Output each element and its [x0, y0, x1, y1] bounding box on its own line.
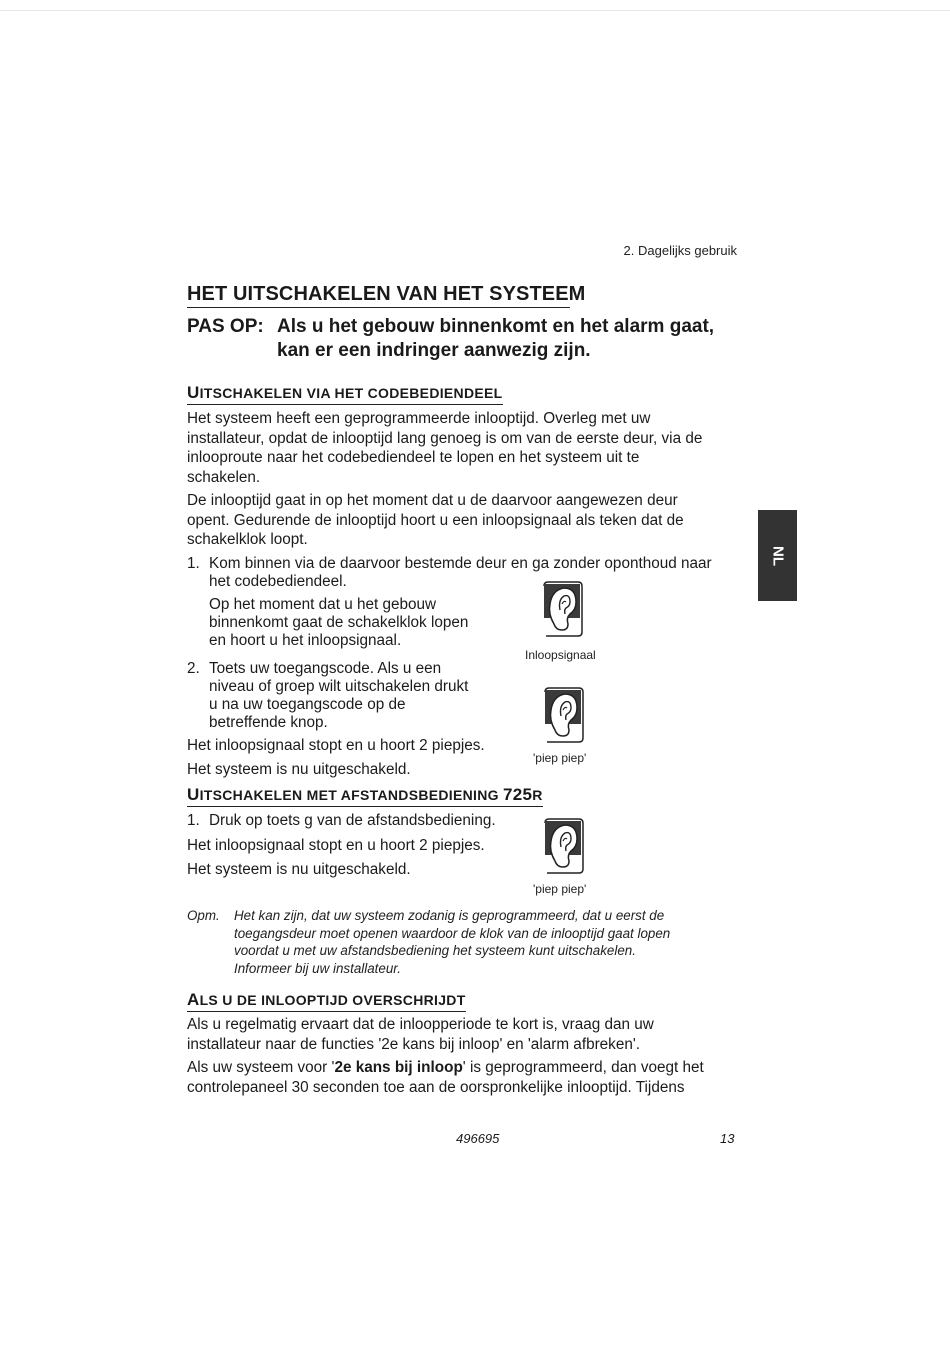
- section-heading-codebediendeel: [187, 383, 503, 405]
- step-number: 1.: [187, 555, 200, 572]
- page-number: 13: [720, 1131, 735, 1146]
- icon-caption: Inloopsignaal: [525, 648, 596, 662]
- icon-caption: 'piep piep': [533, 751, 587, 765]
- text-line: schakelklok loopt.: [187, 531, 308, 548]
- status-text: Het systeem is nu uitgeschakeld.: [187, 761, 411, 778]
- icon-caption: 'piep piep': [533, 882, 587, 896]
- paragraph-inlooptijd: [187, 409, 747, 487]
- text-line: het codebediendeel.: [209, 573, 347, 590]
- warning-line: kan er een indringer aanwezig zijn.: [277, 340, 591, 361]
- warning-label: PAS OP:: [187, 316, 264, 337]
- text-line: Het kan zijn, dat uw systeem zodanig is geprogrammeerd, dat u eerst de: [234, 908, 665, 923]
- status-text: Het systeem is nu uitgeschakeld.: [187, 861, 411, 878]
- document-number: 496695: [456, 1131, 500, 1146]
- heading-rest: LS U DE INLOOPTIJD OVERSCHRIJDT: [199, 992, 466, 1008]
- text-line: en hoort u het inloopsignaal.: [209, 632, 402, 649]
- step-number: 2.: [187, 660, 200, 677]
- text-line: binnenkomt gaat de schakelklok lopen: [209, 614, 469, 631]
- note-label: Opm.: [187, 908, 220, 923]
- text-line: De inlooptijd gaat in op het moment dat u de daarvoor aangewezen deur: [187, 492, 678, 509]
- text-line: inlooproute naar het codebediendeel te lopen en het systeem uit te: [187, 449, 640, 466]
- paragraph-2e-kans: [187, 1058, 747, 1097]
- step-body: [209, 660, 509, 732]
- top-border-line: [0, 10, 950, 11]
- heading-model-suffix: R: [532, 787, 543, 803]
- text-line: schakelen.: [187, 468, 261, 486]
- ear-icon: [541, 817, 585, 875]
- text-line: Toets uw toegangscode. Als u een: [209, 660, 442, 677]
- note-text: [234, 907, 734, 977]
- bold-term: 2e kans bij inloop: [334, 1059, 463, 1076]
- heading-rest: ITSCHAKELEN VIA HET CODEBEDIENDEEL: [199, 385, 503, 401]
- warning-text: [277, 315, 747, 363]
- list-item-step-1: [187, 555, 747, 655]
- text-line: Als u regelmatig ervaart dat de inloopperiode te kort is, vraag dan uw: [187, 1016, 654, 1033]
- text-line: toegangsdeur moet openen waardoor de klok van de inlooptijd gaat lopen: [234, 925, 671, 941]
- step-body: [209, 555, 749, 650]
- section-heading-inlooptijd-overschrijden: [187, 990, 466, 1012]
- warning-line: Als u het gebouw binnenkomt en het alarm gaat,: [277, 316, 715, 337]
- heading-model: 725: [503, 785, 533, 804]
- result-text: Het inloopsignaal stopt en u hoort 2 piepjes.: [187, 737, 485, 754]
- paragraph-inloopperiode: [187, 1015, 747, 1054]
- text-line: u na uw toegangscode op de: [209, 696, 406, 713]
- step-body: Druk op toets g van de afstandsbediening.: [209, 812, 496, 829]
- list-item-step-1-remote: [187, 812, 517, 832]
- text-line: installateur, opdat de inlooptijd lang genoeg is om van de eerste deur, via de: [187, 429, 703, 447]
- text-line: voordat u met uw afstandsbediening het systeem kunt uitschakelen.: [234, 943, 636, 959]
- ear-icon: [540, 580, 584, 638]
- heading-rest: ITSCHAKELEN MET AFSTANDSBEDIENING: [199, 787, 499, 803]
- heading-initial: U: [187, 383, 200, 402]
- list-item-step-2: [187, 660, 517, 735]
- text-line: [187, 1058, 747, 1078]
- language-tab: [758, 510, 797, 601]
- ear-icon: [541, 686, 585, 744]
- text-line: niveau of groep wilt uitschakelen drukt: [209, 678, 469, 695]
- text-line: installateur naar de functies '2e kans bij inloop' en 'alarm afbreken'.: [187, 1035, 641, 1053]
- text-line: Het systeem heeft een geprogrammeerde inlooptijd. Overleg met uw: [187, 410, 651, 427]
- step-number: 1.: [187, 812, 200, 829]
- section-heading-afstandsbediening: [187, 785, 543, 807]
- text-line: controlepaneel 30 seconden toe aan de oorspronkelijke inlooptijd. Tijdens: [187, 1078, 685, 1096]
- language-tab-label: NL: [769, 545, 786, 566]
- text-line: opent. Gedurende de inlooptijd hoort u een inloopsignaal als teken dat de: [187, 511, 684, 529]
- paragraph-inloopsignaal: [187, 491, 747, 550]
- text-line: Informeer bij uw installateur.: [234, 960, 401, 976]
- text-segment: ' is geprogrammeerd, dan voegt het: [462, 1059, 704, 1076]
- text-line: betreffende knop.: [209, 714, 328, 731]
- page-title: HET UITSCHAKELEN VAN HET SYSTEEM: [187, 283, 570, 308]
- heading-initial: U: [187, 785, 200, 804]
- heading-initial: A: [187, 990, 200, 1009]
- running-header: 2. Dagelijks gebruik: [623, 243, 737, 258]
- text-line: Kom binnen via de daarvoor bestemde deur en ga zonder oponthoud naar: [209, 555, 712, 572]
- result-text: Het inloopsignaal stopt en u hoort 2 piepjes.: [187, 837, 485, 854]
- text-line: Op het moment dat u het gebouw: [209, 596, 437, 613]
- text-segment: Als uw systeem voor ': [187, 1059, 335, 1076]
